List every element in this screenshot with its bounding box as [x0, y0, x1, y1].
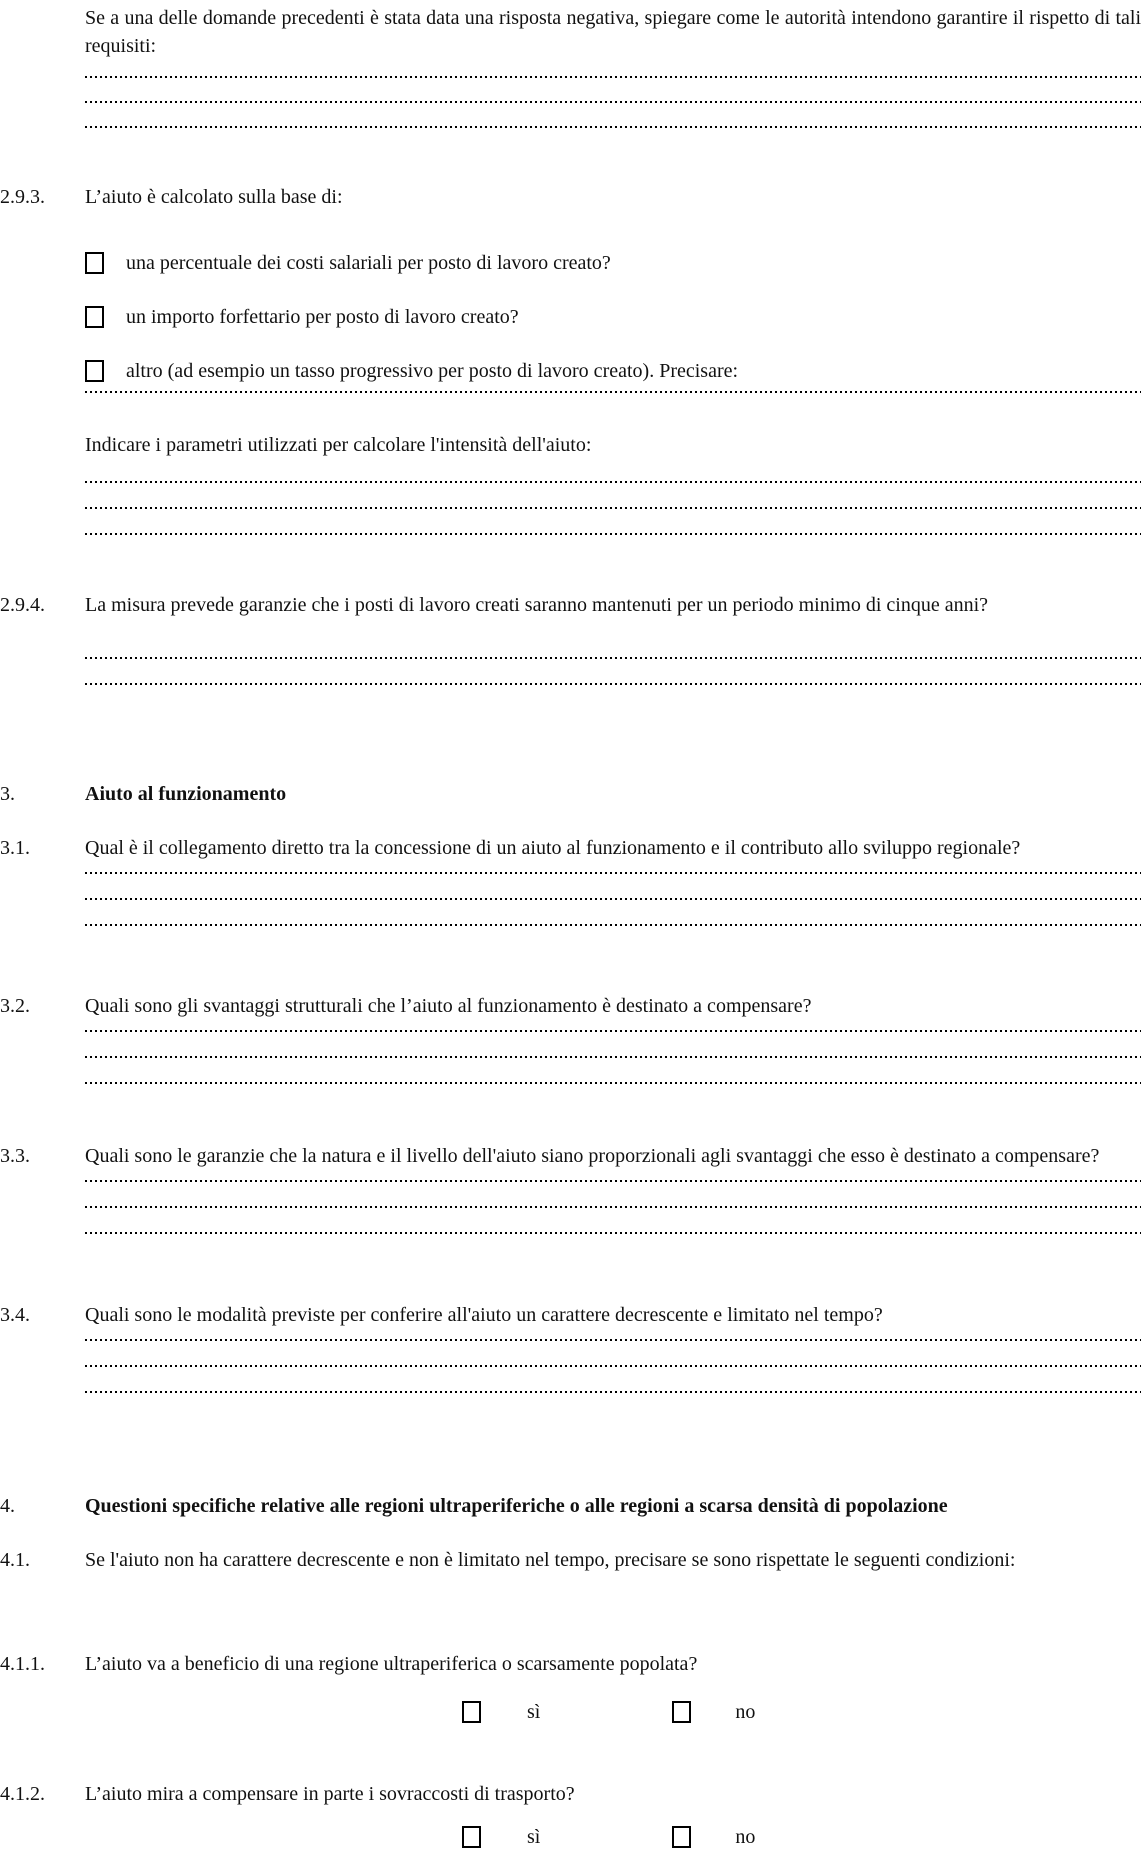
answer-dotted-line: [85, 391, 1141, 393]
answer-dotted-line: [85, 1082, 1141, 1084]
answer-dotted-line: [85, 481, 1141, 483]
answer-dotted-line: [85, 872, 1141, 874]
answer-dotted-line: [85, 76, 1141, 78]
section-3-3: [0, 1142, 1143, 1234]
yes-label: sì: [527, 1826, 541, 1848]
option-label: altro (ad esempio un tasso progressivo per posto di lavoro creato). Precisare:: [126, 360, 739, 382]
intro-section: [0, 4, 1143, 128]
section-number: 3.1.: [0, 837, 30, 859]
section-number: 2.9.3.: [0, 186, 45, 208]
yes-no-row: [85, 1698, 1141, 1726]
section-number: 3.2.: [0, 995, 30, 1017]
answer-dotted-line: [85, 1030, 1141, 1032]
section-2-9-4: [0, 591, 1143, 685]
option-checkbox[interactable]: [85, 252, 104, 274]
question-text: Quali sono le modalità previste per conferire all'aiuto un carattere decrescente e limitato nel tempo?: [85, 1304, 883, 1326]
section-4-1-2: [0, 1780, 1143, 1851]
question-text: L’aiuto va a beneficio di una regione ultraperiferica o scarsamente popolata?: [85, 1653, 698, 1675]
option-row: [85, 303, 1141, 331]
question-text: L’aiuto è calcolato sulla base di:: [85, 186, 343, 208]
intro-text: Se a una delle domande precedenti è stata data una risposta negativa, spiegare come le autorità intendono garantire il rispetto di tali requisiti:: [85, 7, 1141, 57]
no-label: no: [735, 1701, 756, 1723]
answer-dotted-line: [85, 898, 1141, 900]
answer-dotted-line: [85, 1365, 1141, 1367]
no-checkbox[interactable]: [672, 1826, 691, 1848]
section-number: 3.3.: [0, 1145, 30, 1167]
yes-label: sì: [527, 1701, 541, 1723]
section-number: 3.4.: [0, 1304, 30, 1326]
answer-dotted-line: [85, 657, 1141, 659]
section-number: 3.: [0, 783, 15, 805]
answer-dotted-line: [85, 126, 1141, 128]
section-number: 4.1.2.: [0, 1783, 45, 1805]
section-3-heading: [0, 780, 1143, 808]
answer-dotted-line: [85, 1056, 1141, 1058]
section-number: 4.1.: [0, 1549, 30, 1571]
answer-dotted-line: [85, 924, 1141, 926]
section-number: 2.9.4.: [0, 594, 45, 616]
question-text: Quali sono gli svantaggi strutturali che l’aiuto al funzionamento è destinato a compensare?: [85, 995, 812, 1017]
answer-dotted-line: [85, 1339, 1141, 1341]
question-text: L’aiuto mira a compensare in parte i sovraccosti di trasporto?: [85, 1783, 575, 1805]
section-4-1-1: [0, 1650, 1143, 1726]
section-2-9-3: [0, 183, 1143, 535]
section-4-heading: [0, 1492, 1143, 1520]
no-label: no: [735, 1826, 756, 1848]
section-title: Questioni specifiche relative alle regioni ultraperiferiche o alle regioni a scarsa densità di popolazione: [85, 1495, 948, 1517]
answer-dotted-line: [85, 1391, 1141, 1393]
option-row: [85, 249, 1141, 277]
yes-checkbox[interactable]: [462, 1701, 481, 1723]
section-number: 4.: [0, 1495, 15, 1517]
question-text: Se l'aiuto non ha carattere decrescente e non è limitato nel tempo, precisare se sono rispettate le seguenti condizioni:: [85, 1549, 1016, 1571]
option-label: un importo forfettario per posto di lavoro creato?: [126, 306, 519, 328]
section-number: 4.1.1.: [0, 1653, 45, 1675]
question-text: Quali sono le garanzie che la natura e il livello dell'aiuto siano proporzionali agli svantaggi che esso è destinato a compensare?: [85, 1145, 1100, 1167]
answer-dotted-line: [85, 533, 1141, 535]
question-text: Qual è il collegamento diretto tra la concessione di un aiuto al funzionamento e il contributo allo sviluppo regionale?: [85, 837, 1021, 859]
answer-dotted-line: [85, 683, 1141, 685]
section-3-4: [0, 1301, 1143, 1393]
yes-checkbox[interactable]: [462, 1826, 481, 1848]
no-checkbox[interactable]: [672, 1701, 691, 1723]
option-row: [85, 357, 1141, 385]
option-label: una percentuale dei costi salariali per posto di lavoro creato?: [126, 252, 611, 274]
answer-dotted-line: [85, 1232, 1141, 1234]
answer-dotted-line: [85, 101, 1141, 103]
section-4-1: [0, 1546, 1143, 1574]
answer-dotted-line: [85, 1180, 1141, 1182]
option-checkbox[interactable]: [85, 360, 104, 382]
subquestion-text: Indicare i parametri utilizzati per calcolare l'intensità dell'aiuto:: [85, 434, 592, 456]
answer-dotted-line: [85, 507, 1141, 509]
section-3-1: [0, 834, 1143, 926]
option-checkbox[interactable]: [85, 306, 104, 328]
yes-no-row: [85, 1823, 1141, 1851]
answer-dotted-line: [85, 1206, 1141, 1208]
section-3-2: [0, 992, 1143, 1084]
question-text: La misura prevede garanzie che i posti di lavoro creati saranno mantenuti per un periodo minimo di cinque anni?: [85, 594, 989, 616]
section-title: Aiuto al funzionamento: [85, 783, 287, 805]
